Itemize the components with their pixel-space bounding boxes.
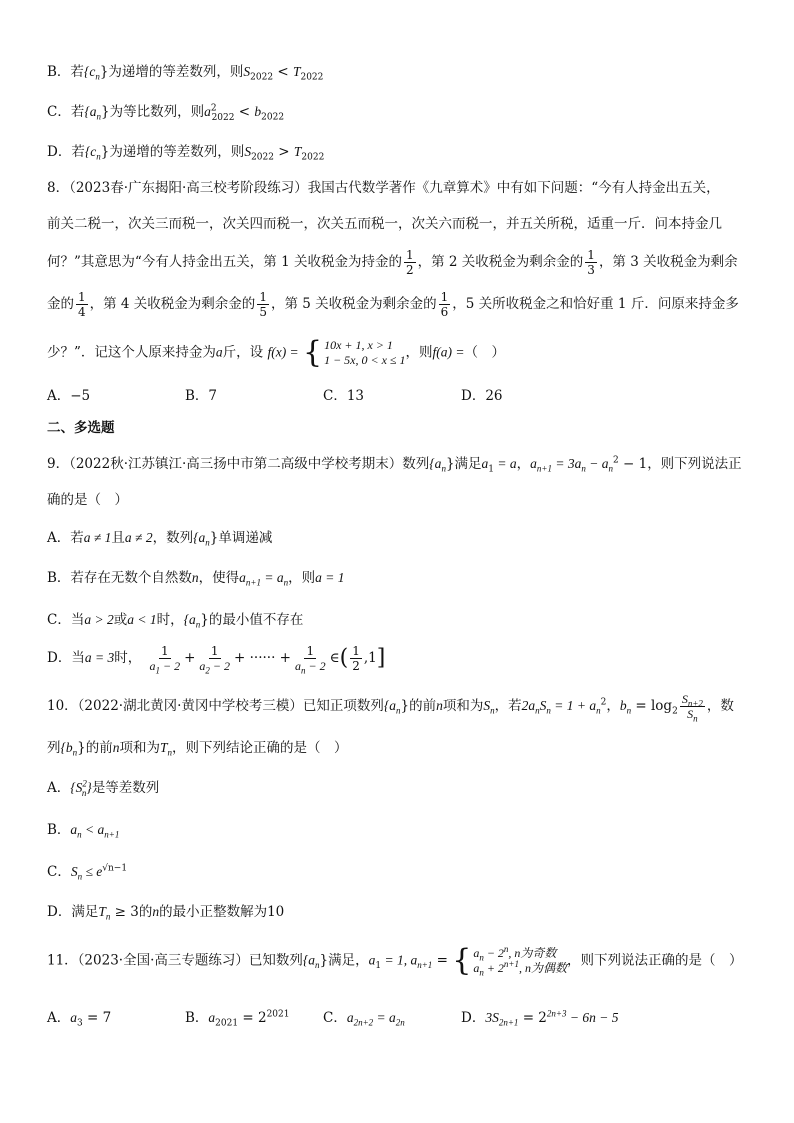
q9-line-2: 确的是（ ）: [47, 492, 128, 508]
fraction-term-2: $\frac{1}{a_2 - 2}$: [199, 644, 231, 676]
q11-option-c[interactable]: C．$a_{2n+2} = a_{2n}$: [323, 1010, 405, 1028]
q7-option-b: B．若$\{c_n\}$为递增的等差数列，则$S_{2022} < T_{2022}$: [47, 64, 324, 83]
q9-line-1: 9．（2022秋·江苏镇江·高三扬中市第二高级中学校考期末）数列$\{a_n\}$满足$a_1 = a$，$a_{n+1} = 3a_n - a_n^2 - 1$，则下列说法正: [47, 455, 742, 475]
q8-line-4: 金的 $\frac{1}{4}$ ，第 4 关收税金为剩余金的 $\frac{1}{5}$ ，第 5 关收税金为剩余金的 $\frac{1}{6}$ ，5 关所收税金之和恰好重 1 斤．问原来持金多: [47, 290, 739, 319]
q8-option-b[interactable]: B．7: [185, 388, 218, 404]
q8-option-c[interactable]: C．13: [323, 388, 365, 404]
q11-option-d[interactable]: D．$3S_{2n+1} = 2^{2n+3} - 6n - 5$: [461, 1008, 619, 1028]
q8-line-1: 8．（2023春·广东揭阳·高三校考阶段练习）我国古代数学著作《九章算术》中有如下问题：“今有人持金出五关，: [47, 180, 720, 196]
piecewise-function: { 10x + 1, x > 1 1 − 5x, 0 < x ≤ 1: [302, 335, 406, 370]
q10-line-2: 列$\{b_n\}$的前n项和为$T_n$，则下列结论正确的是（ ）: [47, 740, 348, 758]
q10-option-c: C．$S_n \le e^{√n-1}$: [47, 863, 128, 882]
fraction-1-2: $\frac{1}{2}$: [405, 248, 414, 277]
fraction-s-ratio: $\frac{S_{n+2}}{S_n}$: [681, 692, 703, 724]
q10-option-a: A．$\{S^2_n\}$是等差数列: [47, 778, 160, 798]
q8-line-5: 少？”．记这个人原来持金为a斤，设 f(x) = { 10x + 1, x > 1 1 − 5x, 0 < x ≤ 1 ，则f(a) =（ ）: [47, 335, 505, 370]
q10-line-1: 10．（2022·湖北黄冈·黄冈中学校考三模）已知正项数列$\{a_n\}$的前n项和为$S_n$，若$2a_nS_n = 1 + a_n^2$，$b_n = \log_2$ $\frac{S_{n+2}}{S_n}$ ，数: [47, 692, 734, 724]
q8-options: [47, 386, 599, 406]
fraction-1-4: $\frac{1}{4}$: [78, 290, 86, 319]
q8-option-a[interactable]: A．−5: [47, 388, 91, 404]
q11-options: [47, 1008, 618, 1028]
q8-option-d[interactable]: D．26: [461, 388, 503, 404]
q7-option-d: D．若$\{c_n\}$为递增的等差数列，则$S_{2022} > T_{2022}$: [47, 144, 325, 163]
piecewise-recurrence: { $a_n - 2^n$, n为奇数 $a_n + 2^{n+1}$, n为偶数: [452, 943, 568, 978]
fraction-half: $\frac{1}{2}$: [352, 644, 360, 673]
q8-line-3: 何？”其意思为“今有人持金出五关，第 1 关收税金为持金的 $\frac{1}{2}$ ，第 2 关收税金为剩余金的 $\frac{1}{3}$ ，第 3 关收税金为剩余: [47, 248, 738, 277]
fraction-term-n: $\frac{1}{a_n - 2}$: [294, 644, 326, 676]
q9-option-c: C．当a > 2或a < 1时，$\{a_n\}$的最小值不存在: [47, 612, 304, 630]
q10-option-d: D．满足$T_n \ge 3$的n的最小正整数解为10: [47, 904, 285, 922]
fraction-1-3: $\frac{1}{3}$: [587, 248, 595, 277]
fraction-1-6: $\frac{1}{6}$: [440, 290, 449, 319]
q11-line-1: 11．（2023·全国·高三专题练习）已知数列$\{a_n\}$满足，$a_1 = 1$, $a_{n+1}$ = { $a_n - 2^n$, n为奇数 $a_n + 2^{n+1}$, n为偶数 ，则下列说法正确的是（ ）: [47, 943, 743, 978]
q7-option-c: C．若$\{a_n\}$为等比数列，则$a^2_{2022} < b_{2022}$: [47, 103, 285, 123]
q8-line-2: 前关二税一，次关三而税一，次关四而税一，次关五而税一，次关六而税一，并五关所税，适重一斤．问本持金几: [47, 216, 722, 232]
section-title-multiple-choice: 二、多选题: [47, 420, 115, 436]
q10-option-b: B．$a_n < a_{n+1}$: [47, 822, 120, 840]
q11-option-b[interactable]: B．$a_{2021} = 2^{2021}$: [185, 1009, 290, 1029]
q9-option-d: D．当a = 3时， $\frac{1}{a_1 - 2}$ + $\frac{1}{a_2 - 2}$ + ······ + $\frac{1}{a_n - 2}$ ∈( $\frac{1}{2}$ ,1]: [47, 644, 386, 676]
q9-option-b: B．若存在无数个自然数n，使得$a_{n+1} = a_n$，则a = 1: [47, 570, 345, 588]
fraction-1-5: $\frac{1}{5}$: [259, 290, 267, 319]
fraction-term-1: $\frac{1}{a_1 - 2}$: [149, 644, 181, 676]
q9-option-a: A．若a ≠ 1且a ≠ 2，数列$\{a_n\}$单调递减: [47, 530, 273, 548]
q11-option-a[interactable]: A．$a_3 = 7$: [47, 1010, 112, 1029]
